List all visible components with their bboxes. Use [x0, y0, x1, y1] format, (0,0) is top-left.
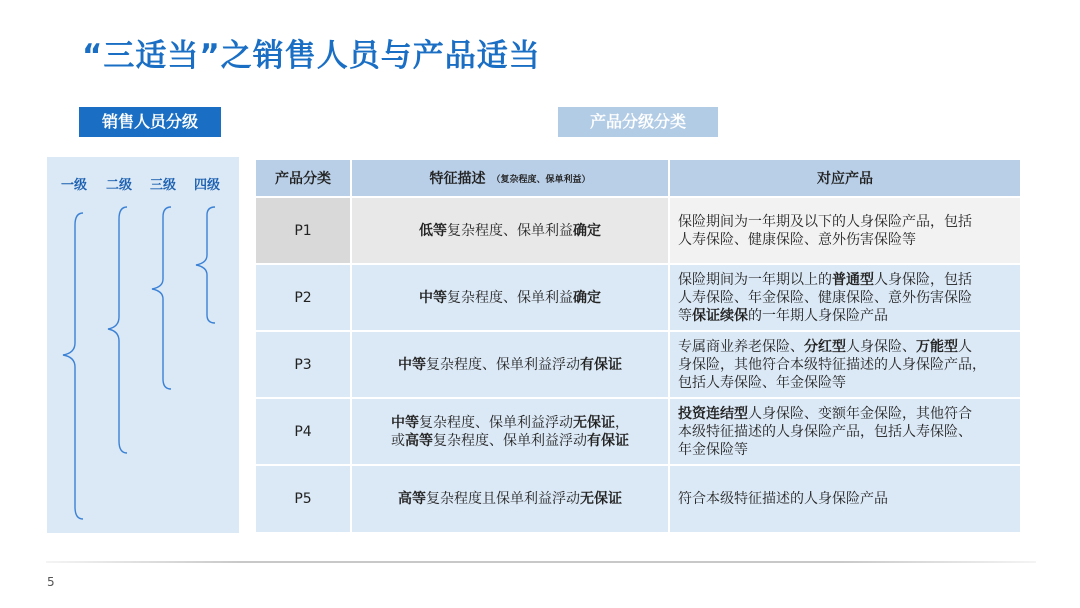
level-brace-2 — [108, 207, 127, 453]
text-segment: 复杂程度、保单利益浮动 — [426, 356, 580, 373]
feature-cell — [352, 332, 668, 397]
text-segment: 年金保险等 — [678, 441, 748, 458]
category-cell: P2 — [256, 265, 350, 330]
products-cell — [670, 466, 1020, 532]
category-cell: P1 — [256, 198, 350, 263]
text-segment: 的一年期人身保险产品 — [748, 307, 888, 324]
text-segment: 人寿保险、年金保险、健康保险、意外伤害保险 — [678, 289, 972, 306]
feature-text — [419, 289, 601, 307]
level-label-3: 三级 — [150, 178, 177, 193]
products-line — [678, 307, 972, 325]
page-title: “三适当”之销售人员与产品适当 — [82, 38, 541, 74]
feature-text — [398, 356, 622, 374]
feature-text — [398, 490, 622, 508]
products-line — [678, 423, 972, 441]
emphasis-text: 确定 — [573, 222, 601, 239]
level-brace-4 — [196, 207, 215, 323]
header-products: 对应产品 — [670, 160, 1020, 196]
emphasis-text: 保证续保 — [692, 307, 748, 324]
category-cell: P4 — [256, 399, 350, 464]
products-line — [678, 213, 972, 231]
text-segment: 人身保险，包括 — [874, 271, 972, 288]
products-cell — [670, 198, 1020, 263]
feature-line — [398, 490, 622, 508]
table-header-row — [256, 160, 1020, 196]
product-classes-badge: 产品分级分类 — [558, 107, 718, 137]
product-classification-table — [256, 160, 1020, 532]
products-line — [678, 231, 972, 249]
emphasis-text: 有保证 — [587, 432, 629, 449]
category-cell: P3 — [256, 332, 350, 397]
feature-line — [391, 432, 629, 450]
products-text — [678, 213, 972, 249]
products-line — [678, 289, 972, 307]
text-segment: 复杂程度、保单利益浮动 — [419, 414, 573, 431]
products-cell — [670, 265, 1020, 330]
emphasis-text: 高等 — [405, 432, 433, 449]
level-label-2: 二级 — [106, 178, 133, 193]
text-segment: ， — [615, 414, 629, 431]
feature-line — [398, 356, 622, 374]
emphasis-text: 中等 — [391, 414, 419, 431]
emphasis-text: 万能型 — [916, 338, 958, 355]
feature-text — [391, 414, 629, 450]
level-label-4: 四级 — [194, 178, 221, 193]
products-line — [678, 441, 972, 459]
text-segment: 身保险，其他符合本级特征描述的人身保险产品， — [678, 356, 986, 373]
footer-divider — [46, 561, 1036, 563]
category-cell: P5 — [256, 466, 350, 532]
level-brace-3 — [152, 207, 171, 389]
sales-levels-panel — [47, 157, 239, 533]
products-text — [678, 405, 972, 459]
text-segment: 人寿保险、健康保险、意外伤害保险等 — [678, 231, 916, 248]
emphasis-text: 投资连结型 — [678, 405, 748, 422]
products-line — [678, 405, 972, 423]
emphasis-text: 低等 — [419, 222, 447, 239]
sales-levels-badge: 销售人员分级 — [79, 107, 221, 137]
emphasis-text: 分红型 — [804, 338, 846, 355]
feature-line — [419, 222, 601, 240]
products-line — [678, 356, 986, 374]
products-text — [678, 338, 986, 392]
table-row — [256, 332, 1020, 397]
text-segment: 等 — [678, 307, 692, 324]
emphasis-text: 无保证 — [580, 491, 622, 507]
table-row — [256, 265, 1020, 330]
products-text — [678, 271, 972, 325]
emphasis-text: 中等 — [398, 356, 426, 373]
feature-line — [419, 289, 601, 307]
emphasis-text: 无保证 — [573, 414, 615, 431]
products-line — [678, 338, 986, 356]
products-cell — [670, 399, 1020, 464]
header-feature: 特征描述 （复杂程度、保单利益） — [352, 160, 668, 196]
header-category: 产品分类 — [256, 160, 350, 196]
text-segment: 包括人寿保险、年金保险等 — [678, 374, 846, 391]
header-feature-note: （复杂程度、保单利益） — [491, 174, 591, 185]
products-text — [678, 490, 888, 508]
text-segment: 专属商业养老保险、 — [678, 338, 804, 355]
feature-cell — [352, 466, 668, 532]
text-segment: 人身保险、变额年金保险，其他符合 — [748, 405, 972, 422]
emphasis-text: 普通型 — [832, 271, 874, 288]
text-segment: 复杂程度、保单利益浮动 — [433, 432, 587, 449]
text-segment: 保险期间为一年期以上的 — [678, 271, 832, 288]
level-brace-1 — [63, 213, 83, 519]
feature-text — [419, 222, 601, 240]
emphasis-text: 中等 — [419, 289, 447, 306]
page-number: 5 — [47, 575, 55, 589]
level-braces — [47, 157, 239, 533]
text-segment: 保险期间为一年期及以下的人身保险产品，包括 — [678, 213, 972, 230]
text-segment: 或 — [391, 432, 405, 449]
emphasis-text: 确定 — [573, 289, 601, 306]
products-line — [678, 271, 972, 289]
text-segment: 符合本级特征描述的人身保险产品 — [678, 491, 888, 507]
products-line — [678, 490, 888, 508]
emphasis-text: 高等 — [398, 491, 426, 507]
table-row — [256, 198, 1020, 263]
level-label-1: 一级 — [61, 178, 88, 193]
text-segment: 复杂程度且保单利益浮动 — [426, 491, 580, 507]
text-segment: 复杂程度、保单利益 — [447, 222, 573, 239]
emphasis-text: 有保证 — [580, 356, 622, 373]
feature-cell — [352, 265, 668, 330]
products-cell — [670, 332, 1020, 397]
table-row — [256, 466, 1020, 532]
feature-cell — [352, 399, 668, 464]
text-segment: 复杂程度、保单利益 — [447, 289, 573, 306]
feature-line — [391, 414, 629, 432]
text-segment: 本级特征描述的人身保险产品，包括人寿保险、 — [678, 423, 972, 440]
table-row — [256, 399, 1020, 464]
feature-cell — [352, 198, 668, 263]
text-segment: 人身保险、 — [846, 338, 916, 355]
products-line — [678, 374, 986, 392]
text-segment: 人 — [958, 338, 972, 355]
